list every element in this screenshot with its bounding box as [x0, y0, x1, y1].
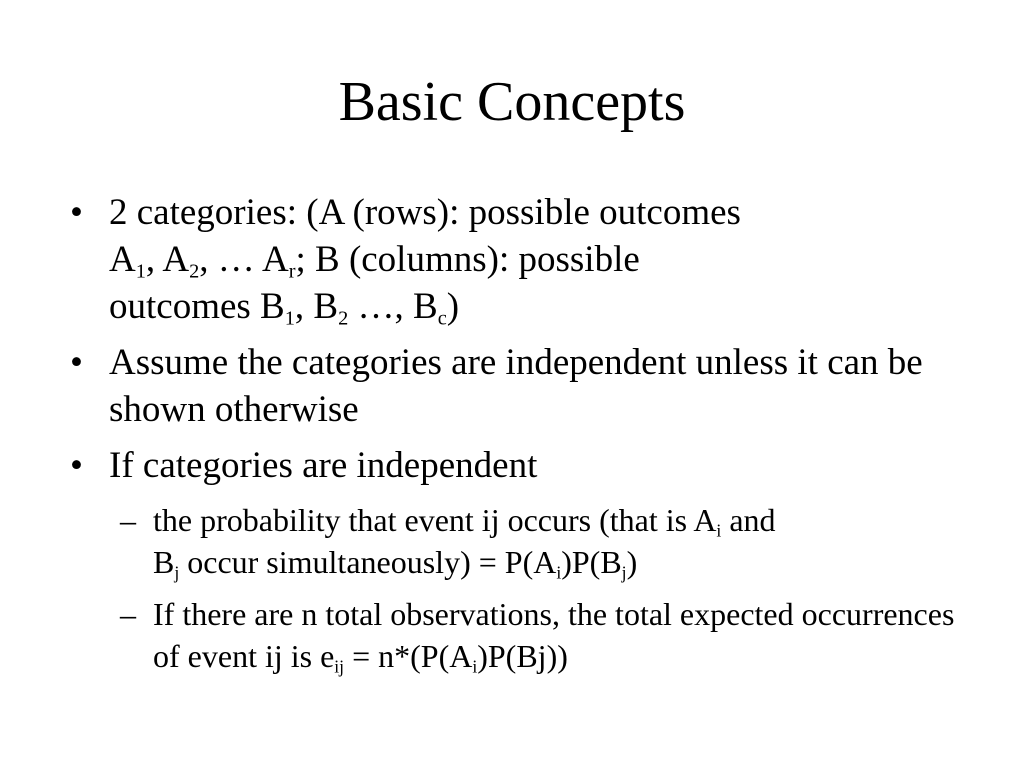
- subbullet-text: If there are n total observations, the total expected occurrences of event ij is e: [153, 596, 955, 674]
- bullet-text: 2 categories: (A (rows): possible outcomes: [109, 192, 741, 233]
- subbullet-probability: [70, 499, 970, 583]
- bullet-categories: [70, 189, 970, 330]
- subscript: j: [621, 562, 627, 583]
- subscript: i: [716, 520, 722, 541]
- subscript: i: [472, 656, 478, 677]
- bullet-text: , B: [294, 286, 339, 327]
- bullet-text: Assume the categories are independent unless it can be shown otherwise: [109, 342, 923, 430]
- subscript: 2: [338, 307, 349, 330]
- bullet-assume-independent: [70, 339, 970, 433]
- slide-body: [70, 189, 970, 677]
- subbullet-text: ): [626, 544, 638, 580]
- subbullet-text: B: [153, 544, 175, 580]
- subbullet-expected-occurrences: [70, 593, 970, 677]
- bullet-dot-icon: •: [70, 342, 83, 383]
- bullet-text: outcomes B: [109, 286, 285, 327]
- bullet-if-independent: [70, 442, 970, 489]
- subscript: 2: [189, 260, 200, 283]
- bullet-text: If categories are independent: [109, 445, 538, 486]
- subscript: 1: [135, 260, 146, 283]
- bullet-text: , A: [145, 239, 190, 280]
- subbullet-text: occur simultaneously) = P(A: [179, 544, 557, 580]
- subbullet-text: )P(B: [561, 544, 622, 580]
- subscript: 1: [284, 307, 295, 330]
- bullet-text: ; B (columns): possible: [295, 239, 640, 280]
- subbullet-text: )P(Bj)): [477, 638, 568, 674]
- bullet-text: …, B: [348, 286, 438, 327]
- bullet-dot-icon: •: [70, 192, 83, 233]
- subbullet-text: = n*(P(A: [344, 638, 473, 674]
- bullet-dot-icon: •: [70, 445, 83, 486]
- subscript: r: [288, 260, 296, 283]
- subscript: j: [174, 562, 180, 583]
- subbullet-text: the probability that event ij occurs (that is A: [153, 502, 717, 538]
- subscript: c: [437, 307, 447, 330]
- bullet-text: , … A: [199, 239, 289, 280]
- subscript: i: [556, 562, 562, 583]
- bullet-text: A: [109, 239, 136, 280]
- slide-title: Basic Concepts: [338, 71, 686, 133]
- dash-icon: –: [120, 596, 136, 632]
- bullet-text: ): [446, 286, 460, 327]
- subscript: ij: [334, 656, 345, 677]
- subbullet-text: and: [721, 502, 776, 538]
- dash-icon: –: [120, 502, 136, 538]
